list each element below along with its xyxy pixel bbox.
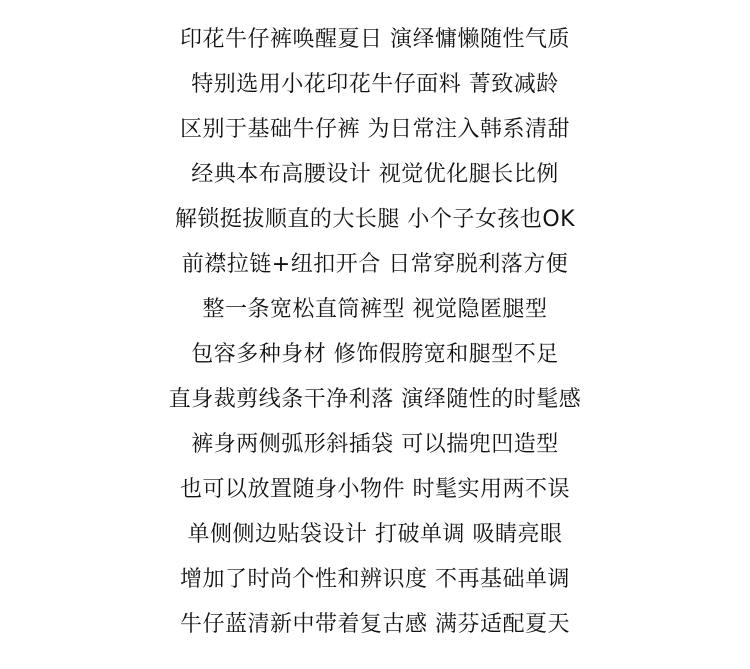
description-line: 特别选用小花印花牛仔面料 菁致减龄 [191,72,559,97]
description-line: 区别于基础牛仔裤 为日常注入韩系清甜 [180,117,570,142]
description-line: 增加了时尚个性和辨识度 不再基础单调 [180,567,570,592]
description-line: 包容多种身材 修饰假胯宽和腿型不足 [191,342,559,367]
description-lines [0,17,750,647]
description-line: 经典本布高腰设计 视觉优化腿长比例 [191,162,559,187]
description-line: 牛仔蓝清新中带着复古感 满芬适配夏天 [180,612,570,637]
description-line: 直身裁剪线条干净利落 演绎随性的时髦感 [168,387,582,412]
description-line: 单侧侧边贴袋设计 打破单调 吸睛亮眼 [187,522,563,547]
description-line: 也可以放置随身小物件 时髦实用两不误 [180,477,570,502]
description-line: 整一条宽松直筒裤型 视觉隐匿腿型 [202,297,548,322]
description-line: 裤身两侧弧形斜插袋 可以揣兜凹造型 [191,432,559,457]
description-line: 解锁挺拔顺直的大长腿 小个子女孩也OK [174,207,576,232]
description-line: 前襟拉链+纽扣开合 日常穿脱利落方便 [181,252,569,277]
description-line: 印花牛仔裤唤醒夏日 演绎慵懒随性气质 [180,27,570,52]
